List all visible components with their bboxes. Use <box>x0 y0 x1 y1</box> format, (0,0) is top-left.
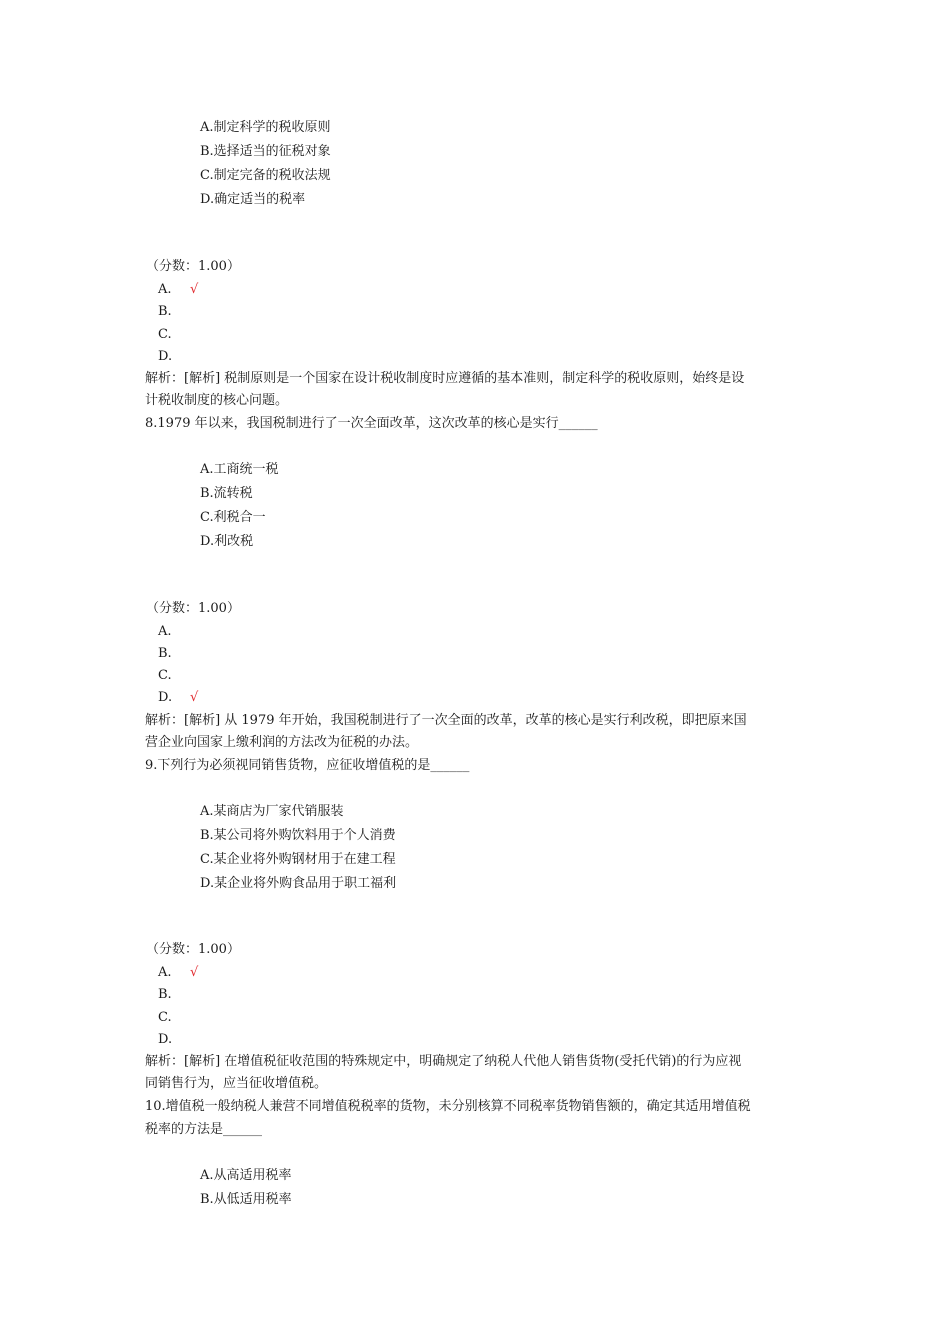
q7-answer-d: D. <box>158 349 173 364</box>
q7-option-c: C.制定完备的税收法规 <box>200 168 331 183</box>
q8-answer-b: B. <box>158 646 172 661</box>
q8-explanation-line2: 营企业向国家上缴利润的方法改为征税的办法。 <box>145 735 419 750</box>
q10-question-line2: 税率的方法是______ <box>145 1122 263 1137</box>
q8-option-b: B.流转税 <box>200 486 253 501</box>
q7-answer-b: B. <box>158 304 172 319</box>
q7-option-d: D.确定适当的税率 <box>200 192 306 207</box>
q9-explanation-line2: 同销售行为，应当征收增值税。 <box>145 1076 328 1091</box>
q8-explanation-line1: 解析：[解析] 从 1979 年开始，我国税制进行了一次全面的改革，改革的核心是实行利改税，即把原来国 <box>145 713 747 728</box>
q9-answer-c: C. <box>158 1010 172 1025</box>
q7-explanation-line1: 解析：[解析] 税制原则是一个国家在设计税收制度时应遵循的基本准则，制定科学的税收原则，始终是设 <box>145 371 745 386</box>
q7-score: （分数：1.00） <box>146 259 240 274</box>
q7-explanation-line2: 计税收制度的核心问题。 <box>145 393 289 408</box>
q7-answer-a: A. <box>158 282 172 297</box>
q8-question: 8.1979 年以来，我国税制进行了一次全面改革，这次改革的核心是实行______ <box>145 416 598 431</box>
q7-check-icon: √ <box>190 282 199 297</box>
q8-answer-d: D. <box>158 690 173 705</box>
q7-answer-c: C. <box>158 327 172 342</box>
q9-option-c: C.某企业将外购钢材用于在建工程 <box>200 852 396 867</box>
q9-check-icon: √ <box>190 965 199 980</box>
q9-option-a: A.某商店为厂家代销服装 <box>200 804 344 819</box>
q8-answer-c: C. <box>158 668 172 683</box>
q10-question-line1: 10.增值税一般纳税人兼营不同增值税税率的货物，未分别核算不同税率货物销售额的，确定其适用增值税 <box>145 1099 751 1114</box>
q8-answer-a: A. <box>158 624 172 639</box>
q10-option-a: A.从高适用税率 <box>200 1168 292 1183</box>
q9-question: 9.下列行为必须视同销售货物，应征收增值税的是______ <box>145 758 470 773</box>
q10-option-b: B.从低适用税率 <box>200 1192 292 1207</box>
q9-answer-d: D. <box>158 1032 173 1047</box>
q8-score: （分数：1.00） <box>146 601 240 616</box>
q8-option-d: D.利改税 <box>200 534 254 549</box>
q7-option-b: B.选择适当的征税对象 <box>200 144 331 159</box>
q8-option-a: A.工商统一税 <box>200 462 279 477</box>
q9-answer-b: B. <box>158 987 172 1002</box>
q9-explanation-line1: 解析：[解析] 在增值税征收范围的特殊规定中，明确规定了纳税人代他人销售货物(受托代销)的行为应视 <box>145 1054 742 1069</box>
q9-score: （分数：1.00） <box>146 942 240 957</box>
q9-option-b: B.某公司将外购饮料用于个人消费 <box>200 828 396 843</box>
q9-answer-a: A. <box>158 965 172 980</box>
q7-option-a: A.制定科学的税收原则 <box>200 120 331 135</box>
q8-check-icon: √ <box>190 690 199 705</box>
q9-option-d: D.某企业将外购食品用于职工福利 <box>200 876 397 891</box>
q8-option-c: C.利税合一 <box>200 510 266 525</box>
